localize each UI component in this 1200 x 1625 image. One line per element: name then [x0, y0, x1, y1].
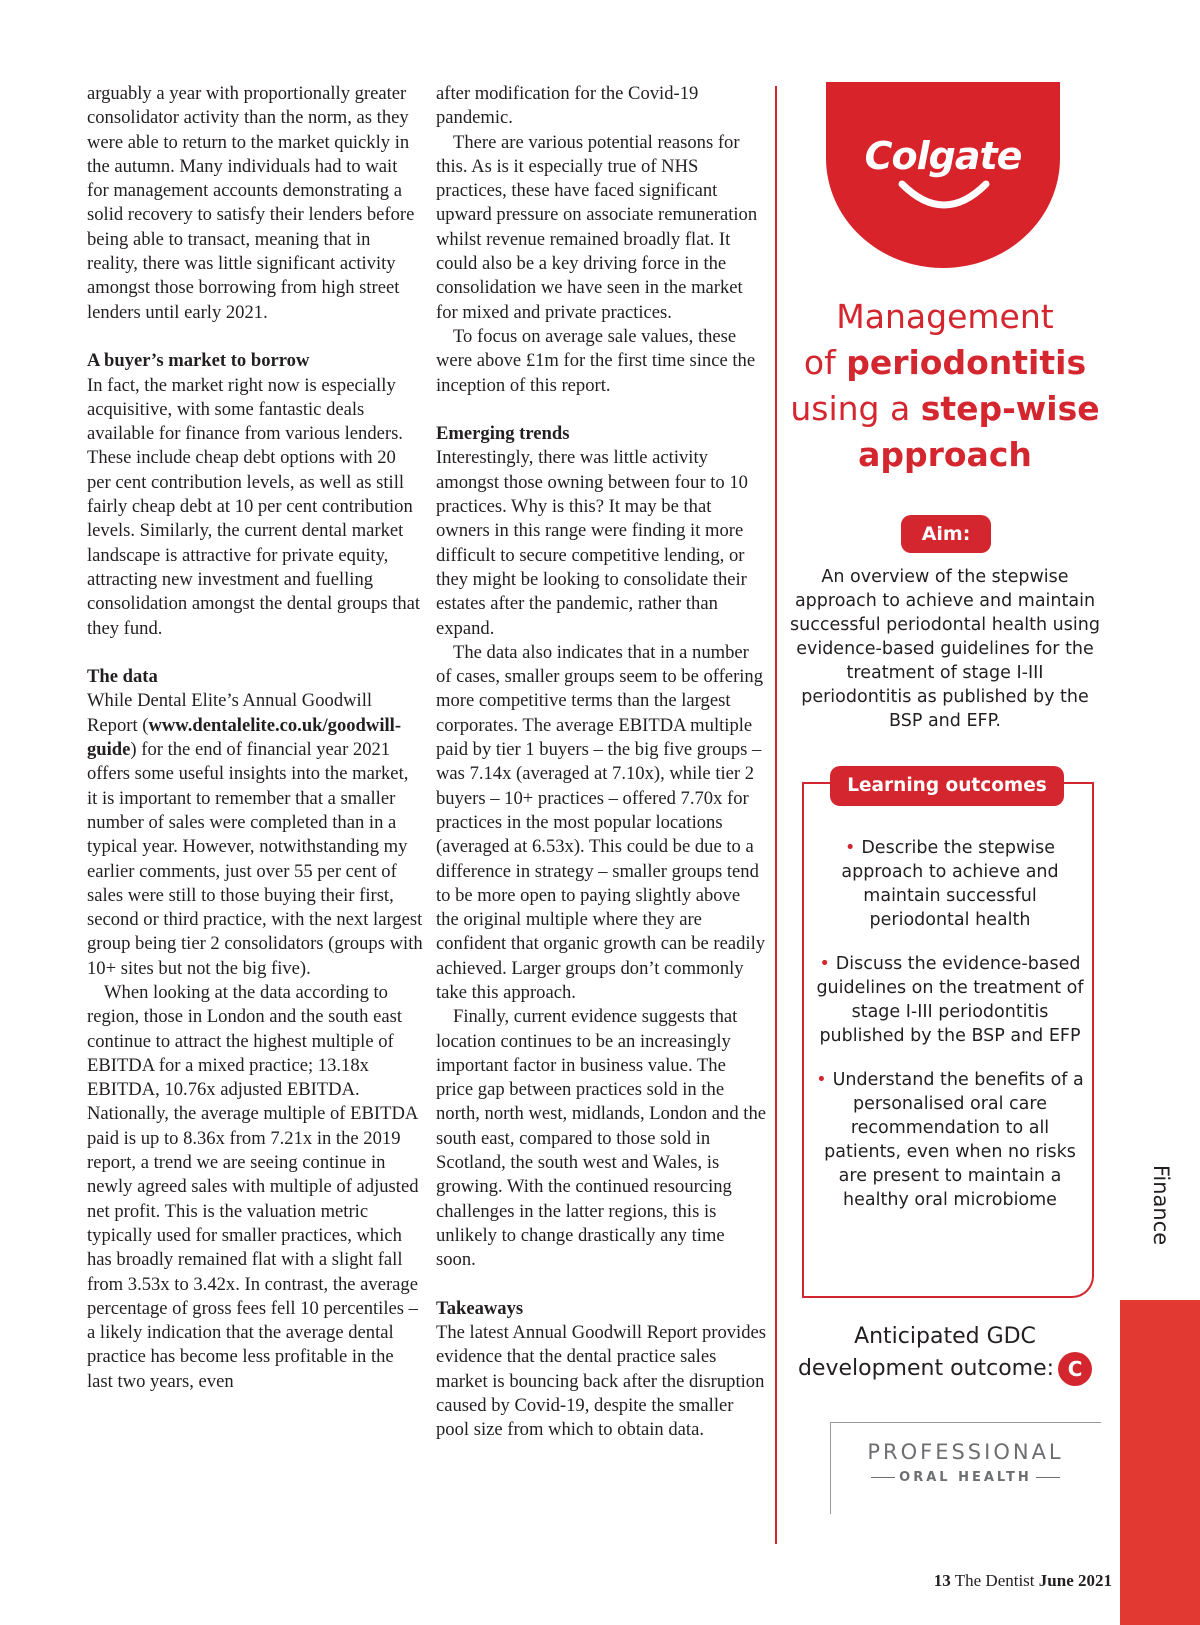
article-column-2	[436, 82, 766, 1443]
aim-description: An overview of the stepwise approach to achieve and maintain successful periodontal health using evidence-based guidelines for the treatment of stage I-III periodontitis as published by the BSP and EFP.	[790, 567, 1100, 731]
paragraph: after modification for the Covid-19 pandemic.	[436, 83, 699, 129]
list-item	[812, 1068, 1088, 1212]
subheading-emerging-trends: Emerging trends	[436, 423, 570, 445]
gdc-outcome	[790, 1322, 1100, 1386]
title-line: approach	[858, 435, 1032, 474]
section-label: Finance	[1149, 1164, 1173, 1246]
bullet-icon: •	[816, 1070, 827, 1090]
subheading-the-data: The data	[87, 666, 158, 688]
paragraph-the-data	[87, 689, 423, 981]
column-divider	[775, 86, 777, 1544]
bullet-icon: •	[819, 954, 830, 974]
paragraph-text: While Dental Elite’s Annual Goodwill Report (	[87, 690, 373, 736]
title-text-bold: periodontitis	[846, 343, 1087, 382]
dash	[871, 1477, 895, 1478]
paragraph: Finally, current evidence suggests that location continues to be an increasingly important factor in business value. The price gap between practices sold in the north, north west, midlands, London and the south east, compared to those sold in Scotland, the south west and Wales, is growing. With the continued resourcing challenges in the latter regions, this is unlikely to change drastically any time soon.	[436, 1006, 766, 1271]
title-line: Management	[836, 297, 1054, 336]
gdc-label-line	[790, 1352, 1100, 1386]
section-tab-strip	[1120, 1300, 1200, 1625]
publication-name: The Dentist	[954, 1571, 1035, 1590]
page-footer	[934, 1571, 1112, 1591]
outcome-text: Describe the stepwise approach to achieve and maintain successful periodontal health	[841, 838, 1059, 930]
paragraph: There are various potential reasons for this. As is it especially true of NHS practices, these have faced significant upward pressure on associate remuneration whilst revenue remained broadly flat. It could also be a key driving force in the consolidation we have seen in the market for mixed and private practices.	[436, 131, 758, 323]
title-text: using a	[790, 389, 921, 428]
outcomes-list	[812, 836, 1088, 1232]
paragraph: arguably a year with proportionally greater consolidator activity than the norm, as they were able to return to the market quickly in the autumn. Many individuals had to wait for management accounts demonstrating a solid recovery to satisfy their lenders before being able to transact, meaning that in reality, there was little significant activity amongst those borrowing from high street lenders until early 2021.	[87, 83, 415, 323]
issue-date: June 2021	[1038, 1571, 1112, 1590]
learning-outcomes-title: Learning outcomes	[830, 766, 1064, 806]
page-number: 13	[933, 1571, 951, 1590]
list-item	[812, 952, 1088, 1048]
paragraph: The latest Annual Goodwill Report provides evidence that the dental practice sales market is bouncing back after the disruption caused by Covid-19, despite the smaller pool size from which to obtain data.	[436, 1322, 766, 1441]
outcome-text: Discuss the evidence-based guidelines on the treatment of stage I-III periodontitis published by the BSP and EFP	[816, 954, 1084, 1046]
dash	[1036, 1477, 1060, 1478]
gdc-badge: C	[1058, 1352, 1092, 1386]
outcome-text: Understand the benefits of a personalised oral care recommendation to all patients, even when no risks are present to maintain a healthy oral microbiome	[824, 1070, 1084, 1210]
professional-oral-health-sub	[830, 1470, 1101, 1485]
paragraph-text: ) for the end of financial year 2021 offers some useful insights into the market, it is important to remember that a smaller number of sales were completed than in a typical year. However, notwithstanding my earlier comments, just over 55 per cent of sales were still to those buying their first, second or third practice, with the next largest group being tier 2 consolidators (groups with 10+ sites but not the big five).	[87, 739, 423, 979]
aim-badge: Aim:	[901, 515, 991, 553]
paragraph: In fact, the market right now is especially acquisitive, with some fantastic deals available for finance from various lenders. These include cheap debt options with 20 per cent contribution levels, as well as still fairly cheap debt at 10 per cent contribution levels. Similarly, the current dental market landscape is attractive for private equity, attracting new investment and fuelling consolidation amongst the dental groups that they fund.	[87, 374, 421, 639]
sidebar-title	[790, 294, 1100, 478]
learning-outcomes-box	[802, 775, 1094, 1298]
subheading-takeaways: Takeaways	[436, 1297, 524, 1319]
colgate-logo	[826, 82, 1060, 268]
divider	[830, 1422, 831, 1514]
title-line	[790, 386, 1100, 432]
title-line	[790, 340, 1100, 386]
goodwill-guide-link[interactable]: www.dentalelite.co.uk/goodwill-guide	[87, 714, 402, 761]
paragraph: To focus on average sale values, these were above £1m for the first time since the inception of this report.	[436, 325, 756, 396]
bullet-icon: •	[845, 838, 856, 858]
list-item	[812, 836, 1088, 932]
paragraph: Interestingly, there was little activity amongst those owning between four to 10 practices. Why is this? It may be that owners in this range were finding it more difficult to secure competitive lending, or they might be looking to consolidate their estates after the pandemic, rather than expand.	[436, 447, 748, 639]
gdc-label: Anticipated GDC	[854, 1324, 1036, 1349]
article-column-1	[87, 82, 423, 1394]
divider	[830, 1422, 1101, 1423]
title-text-bold: step-wise	[920, 389, 1100, 428]
logo-subtext: ORAL HEALTH	[899, 1470, 1032, 1485]
smile-icon	[898, 180, 990, 214]
subheading-buyers-market: A buyer’s market to borrow	[87, 350, 310, 372]
logo-wordmark: Colgate	[864, 134, 1022, 178]
paragraph: The data also indicates that in a number of cases, smaller groups seem to be offering more competitive terms than the largest corporates. The average EBITDA multiple paid by tier 1 buyers – the big five groups – was 7.14x (averaged at 7.10x), while tier 2 buyers – 10+ practices – offered 7.70x for practices in the most popular locations (averaged at 6.53x). This could be due to a difference in strategy – smaller groups tend to be more open to paying slightly above the original multiple where they are confident that organic growth can be readily achieved. Larger groups don’t commonly take this approach.	[436, 641, 766, 1003]
professional-oral-health-logo: PROFESSIONAL	[867, 1440, 1064, 1464]
gdc-label: development outcome:	[797, 1356, 1055, 1381]
paragraph: When looking at the data according to region, those in London and the south east continue to attract the highest multiple of EBITDA for a mixed practice; 13.18x EBITDA, 10.76x adjusted EBITDA. Nationally, the average multiple of EBITDA paid is up to 8.36x from 7.21x in the 2019 report, a trend we are seeing continue in newly agreed sales with multiple of adjusted net profit. This is the valuation metric typically used for smaller practices, which has broadly remained flat with a slight fall from 3.53x to 3.42x. In contrast, the average percentage of gross fees fell 10 percentiles – a likely indication that the average dental practice has become less profitable in the last two years, even	[87, 981, 419, 1392]
title-text: of	[803, 343, 847, 382]
